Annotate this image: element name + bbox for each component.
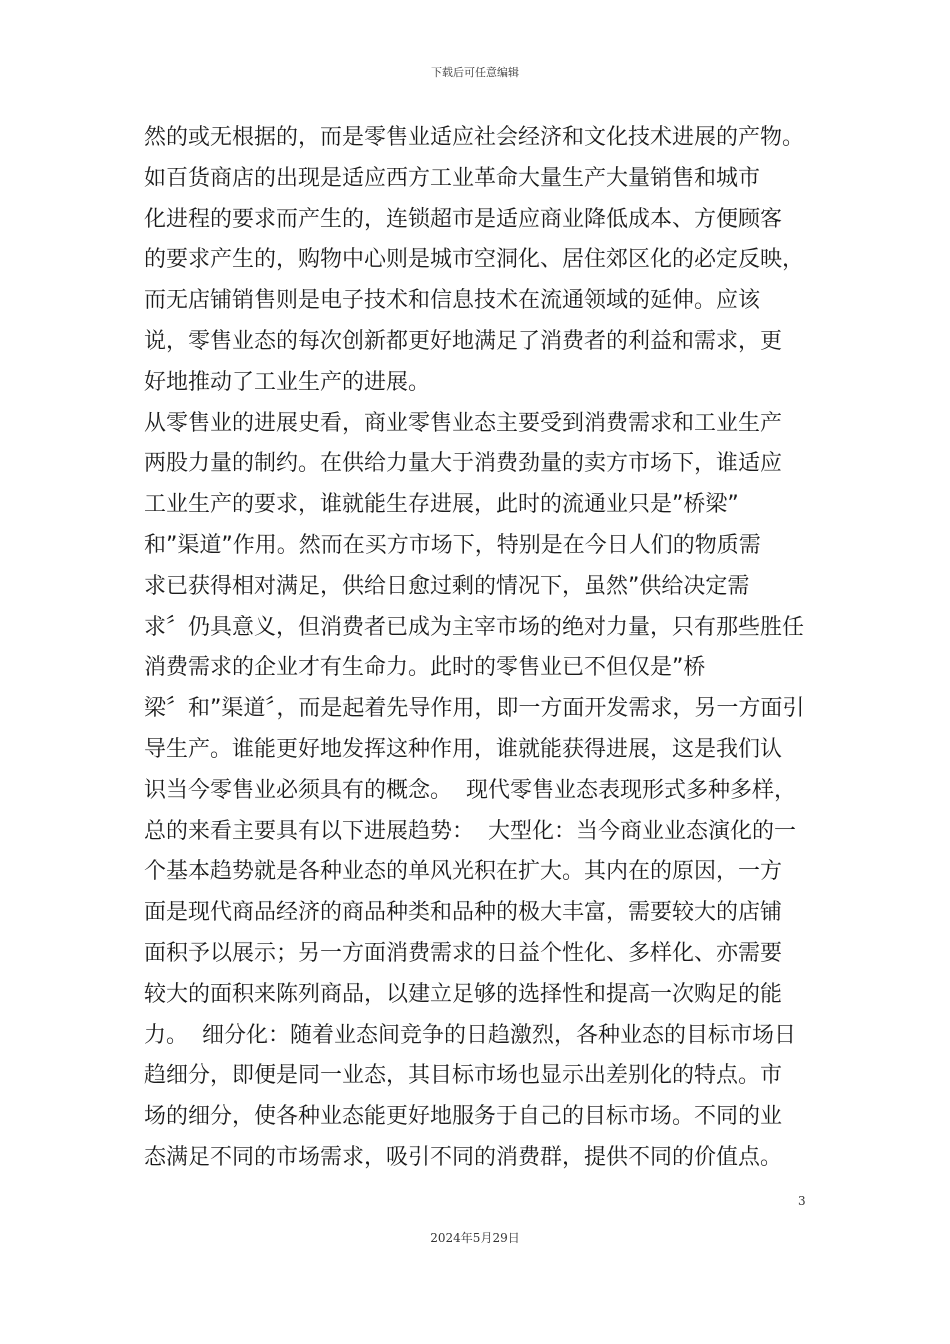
text-line: 然的或无根据的，而是零售业适应社会经济和文化技术进展的产物。 <box>144 125 805 150</box>
text-line: 消费需求的企业才有生命力。此时的零售业已不但仅是”桥 <box>144 655 706 681</box>
text-line: 较大的面积来陈列商品，以建立足够的选择性和提高一次购足的能 <box>144 981 783 1007</box>
text-line: 两股力量的制约。在供给力量大于消费劲量的卖方市场下，谁适应 <box>144 451 783 477</box>
text-line: 和”渠道”作用。然而在买方市场下，特别是在今日人们的物质需 <box>144 532 761 558</box>
text-line: 而无店铺销售则是电子技术和信息技术在流通领域的延伸。应该 <box>144 288 761 314</box>
text-line: 面是现代商品经济的商品种类和品种的极大丰富，需要较大的店铺 <box>144 900 783 926</box>
text-line: 力。 细分化：随着业态间竞争的日趋激烈，各种业态的目标市场日 <box>144 1022 796 1048</box>
text-line: 趋细分，即便是同一业态，其目标市场也显示出差别化的特点。市 <box>144 1063 783 1089</box>
text-line: 总的来看主要具有以下进展趋势： 大型化：当今商业业态演化的一 <box>144 818 796 844</box>
text-line: 求〞仍具意义，但消费者已成为主宰市场的绝对力量，只有那些胜任 <box>144 614 805 640</box>
text-line: 场的细分，使各种业态能更好地服务于自己的目标市场。不同的业 <box>144 1104 783 1130</box>
text-line: 从零售业的进展史看，商业零售业态主要受到消费需求和工业生产 <box>144 410 783 436</box>
text-line: 好地推动了工业生产的进展。 <box>144 369 431 395</box>
text-line: 态满足不同的市场需求，吸引不同的消费群，提供不同的价值点。 <box>144 1144 783 1170</box>
page-number: 3 <box>798 1194 806 1208</box>
text-line: 识当今零售业必须具有的概念。 现代零售业态表现形式多种多样， <box>144 777 796 803</box>
text-line: 求已获得相对满足，供给日愈过剩的情况下，虽然”供给决定需 <box>144 573 750 599</box>
text-line: 梁〞和”渠道〞，而是起着先导作用，即一方面开发需求，另一方面引 <box>144 696 805 722</box>
text-line: 如百货商店的出现是适应西方工业革命大量生产大量销售和城市 <box>144 165 761 191</box>
text-line: 导生产。谁能更好地发挥这种作用，谁就能获得进展，这是我们认 <box>144 736 783 762</box>
text-line: 化进程的要求而产生的，连锁超市是适应商业降低成本、方便顾客 <box>144 206 783 232</box>
text-line: 的要求产生的，购物中心则是城市空洞化、居住郊区化的必定反映， <box>144 247 805 273</box>
body-text <box>144 118 824 1179</box>
page-header: 下载后可任意编辑 <box>431 66 519 79</box>
text-line: 个基本趋势就是各种业态的单风光积在扩大。其内在的原因，一方 <box>144 859 783 885</box>
text-line: 工业生产的要求，谁就能生存进展，此时的流通业只是”桥梁” <box>144 492 739 518</box>
text-line: 面积予以展示；另一方面消费需求的日益个性化、多样化、亦需要 <box>144 940 783 966</box>
footer-date: 2024年5月29日 <box>430 1231 520 1245</box>
text-line: 说，零售业态的每次创新都更好地满足了消费者的利益和需求，更 <box>144 328 783 354</box>
